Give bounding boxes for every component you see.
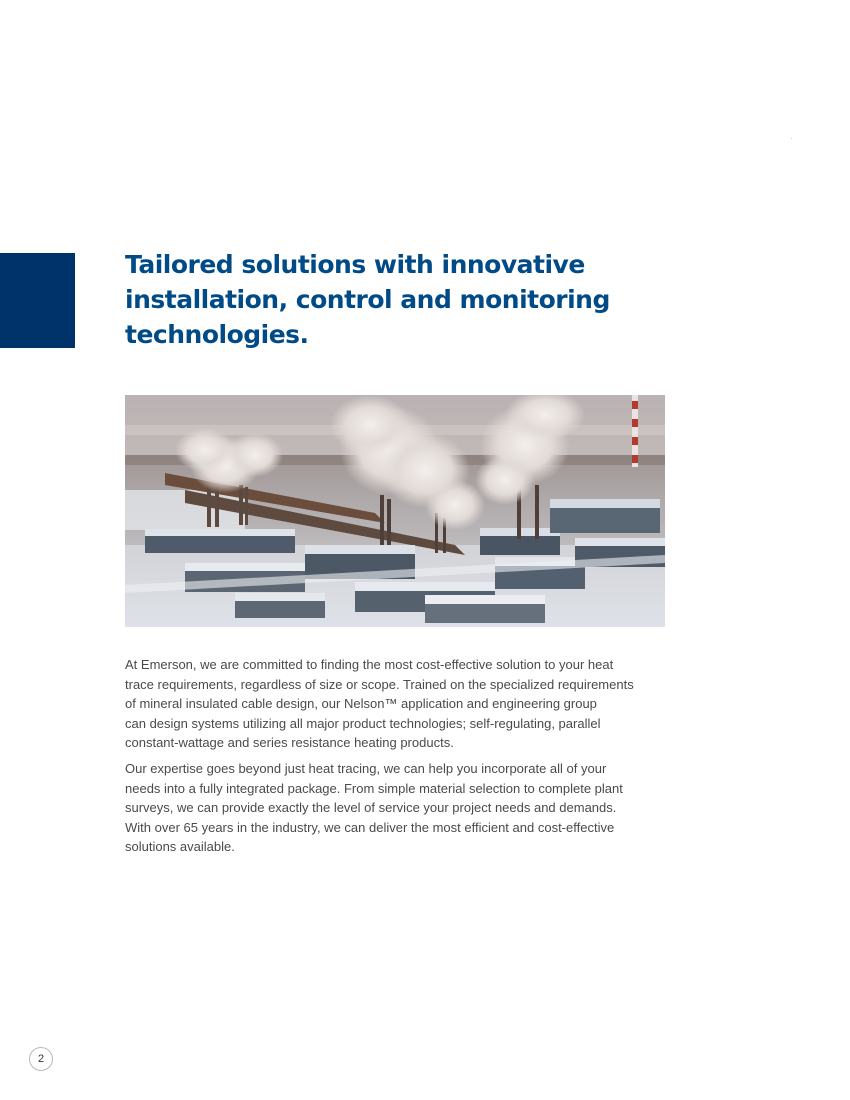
text-line: constant-wattage and series resistance heating products. <box>125 735 454 751</box>
headline-line: technologies. <box>125 320 309 349</box>
intro-paragraph <box>125 655 665 753</box>
text-line: trace requirements, regardless of size or scope. Trained on the specialized requirements <box>125 676 634 692</box>
text-line: At Emerson, we are committed to finding the most cost-effective solution to your heat <box>125 657 614 672</box>
page-headline <box>125 247 685 352</box>
text-line: solutions available. <box>125 839 235 855</box>
text-line: of mineral insulated cable design, our Nelson™ application and engineering group <box>125 696 597 712</box>
text-line: surveys, we can provide exactly the level of service your project needs and demands. <box>125 800 617 816</box>
headline-line: Tailored solutions with innovative <box>125 250 585 279</box>
page-speck <box>791 138 792 139</box>
page-number: 2 <box>29 1047 53 1071</box>
text-line: needs into a fully integrated package. From simple material selection to complete plant <box>125 780 623 796</box>
expertise-paragraph <box>125 759 665 857</box>
plant-photo-illustration <box>125 395 665 627</box>
headline-line: installation, control and monitoring <box>125 285 610 314</box>
text-line: With over 65 years in the industry, we can deliver the most efficient and cost-effective <box>125 819 615 835</box>
text-line: Our expertise goes beyond just heat tracing, we can help you incorporate all of your <box>125 760 607 776</box>
body-copy <box>125 655 665 863</box>
accent-block <box>0 253 75 348</box>
text-line: can design systems utilizing all major product technologies; self-regulating, parallel <box>125 715 601 731</box>
industrial-plant-photo <box>125 395 665 627</box>
